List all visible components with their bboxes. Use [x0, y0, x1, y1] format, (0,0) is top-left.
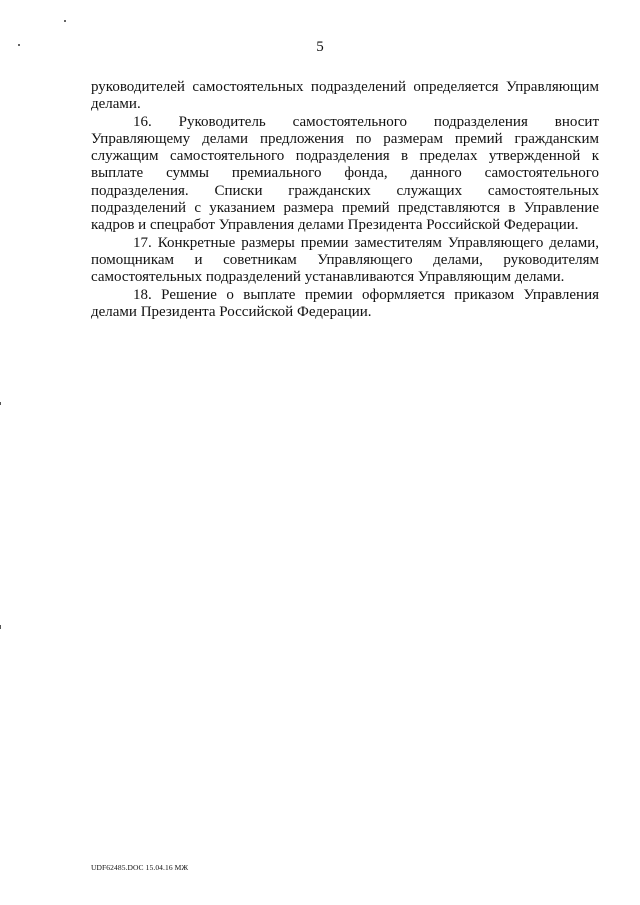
- paragraph-17: 17. Конкретные размеры премии заместителям Управляющего делами, помощникам и советникам Управляющего делами, руководителям самостоятельных подразделений устанавливаются Управляющим делами.: [91, 234, 599, 286]
- document-body: [91, 79, 599, 321]
- file-code-footer: UDF62485.DOC 15.04.16 МЖ: [91, 863, 189, 872]
- scan-edge-mark: [0, 402, 1, 405]
- paragraph-continuation: руководителей самостоятельных подразделений определяется Управляющим делами.: [91, 79, 599, 113]
- paragraph-16: 16. Руководитель самостоятельного подразделения вносит Управляющему делами предложения по размерам премий гражданским служащим самостоятельного подразделения в пределах утвержденной к выплате суммы премиального фонда, данного самостоятельного подразделения. Списки гражданских служащих самостоятельных подразделений с указанием размера премий представляются в Управление кадров и спецработ Управления делами Президента Российской Федерации.: [91, 113, 599, 234]
- paragraph-18: 18. Решение о выплате премии оформляется приказом Управления делами Президента Российской Федерации.: [91, 286, 599, 320]
- scan-speck: [64, 20, 66, 22]
- page-number: 5: [316, 39, 324, 55]
- scan-edge-mark: [0, 625, 1, 629]
